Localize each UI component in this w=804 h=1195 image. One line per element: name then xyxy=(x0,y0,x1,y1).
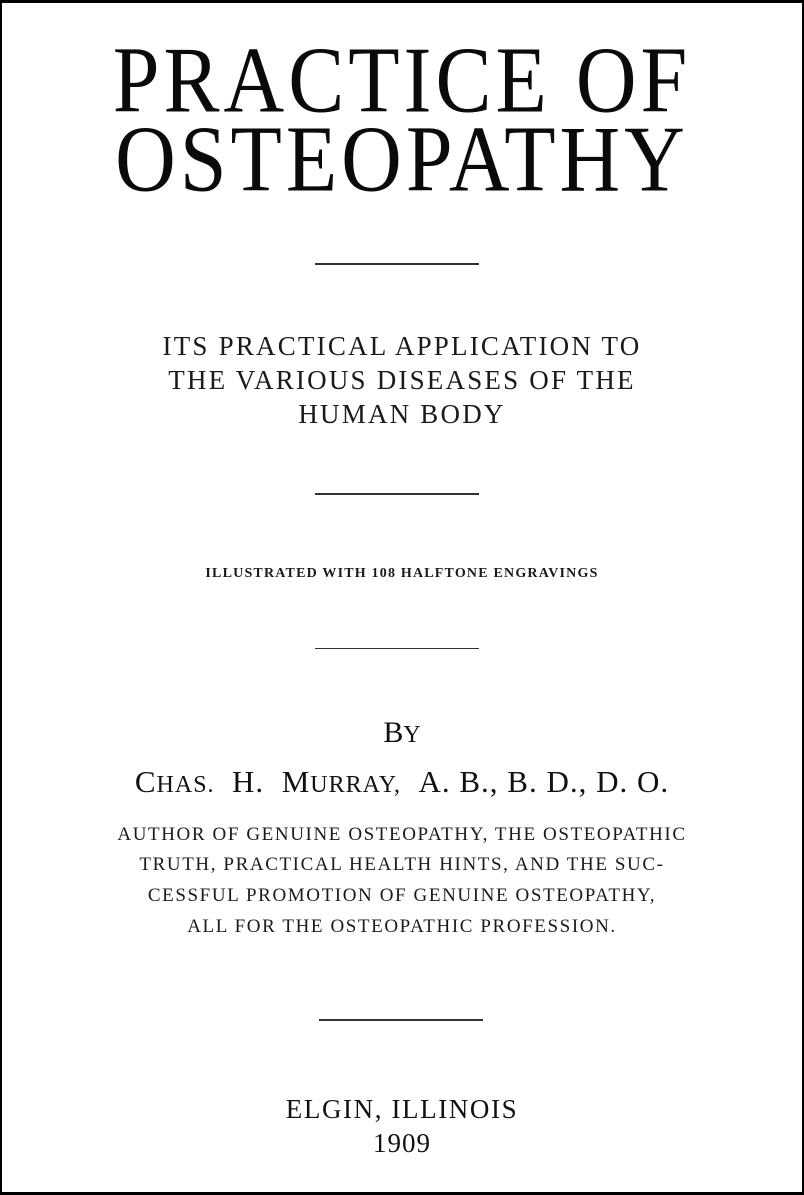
divider-rule xyxy=(315,263,479,265)
byline-by xyxy=(2,715,802,753)
subtitle-line-1: ITS PRACTICAL APPLICATION TO xyxy=(162,331,642,361)
by-initial: B xyxy=(383,716,404,749)
divider-rule xyxy=(315,648,479,649)
author-last-initial: M xyxy=(281,764,311,799)
author-works-line-4: ALL FOR THE OSTEOPATHIC PROFESSION. xyxy=(187,916,617,937)
divider-rule xyxy=(315,493,479,495)
author-degrees: A. B., B. D., D. O. xyxy=(418,764,670,799)
imprint-year: 1909 xyxy=(373,1128,431,1158)
author-works-line-3: CESSFUL PROMOTION OF GENUINE OSTEOPATHY, xyxy=(147,885,657,906)
author-last-rest: URRAY, xyxy=(310,772,401,798)
imprint-place: ELGIN, ILLINOIS xyxy=(285,1094,519,1124)
author-middle: H. xyxy=(232,764,265,799)
illustrations-note: ILLUSTRATED WITH 108 HALFTONE ENGRAVINGS xyxy=(205,566,599,581)
author-first-initial: C xyxy=(134,764,157,799)
subtitle-line-2: THE VARIOUS DISEASES OF THE xyxy=(168,365,636,395)
divider-rule xyxy=(319,1019,483,1021)
subtitle-line-3: HUMAN BODY xyxy=(298,399,506,429)
author-works-line-1: AUTHOR OF GENUINE OSTEOPATHY, THE OSTEOPATHIC xyxy=(117,824,687,845)
book-title-line-2: OSTEOPATHY xyxy=(115,107,689,212)
author-first-rest: HAS. xyxy=(156,772,215,798)
book-title-line-1: PRACTICE OF xyxy=(112,28,692,133)
author-name xyxy=(2,763,802,804)
author-works-line-2: TRUTH, PRACTICAL HEALTH HINTS, AND THE SUC- xyxy=(139,854,665,875)
by-rest: Y xyxy=(403,722,421,748)
